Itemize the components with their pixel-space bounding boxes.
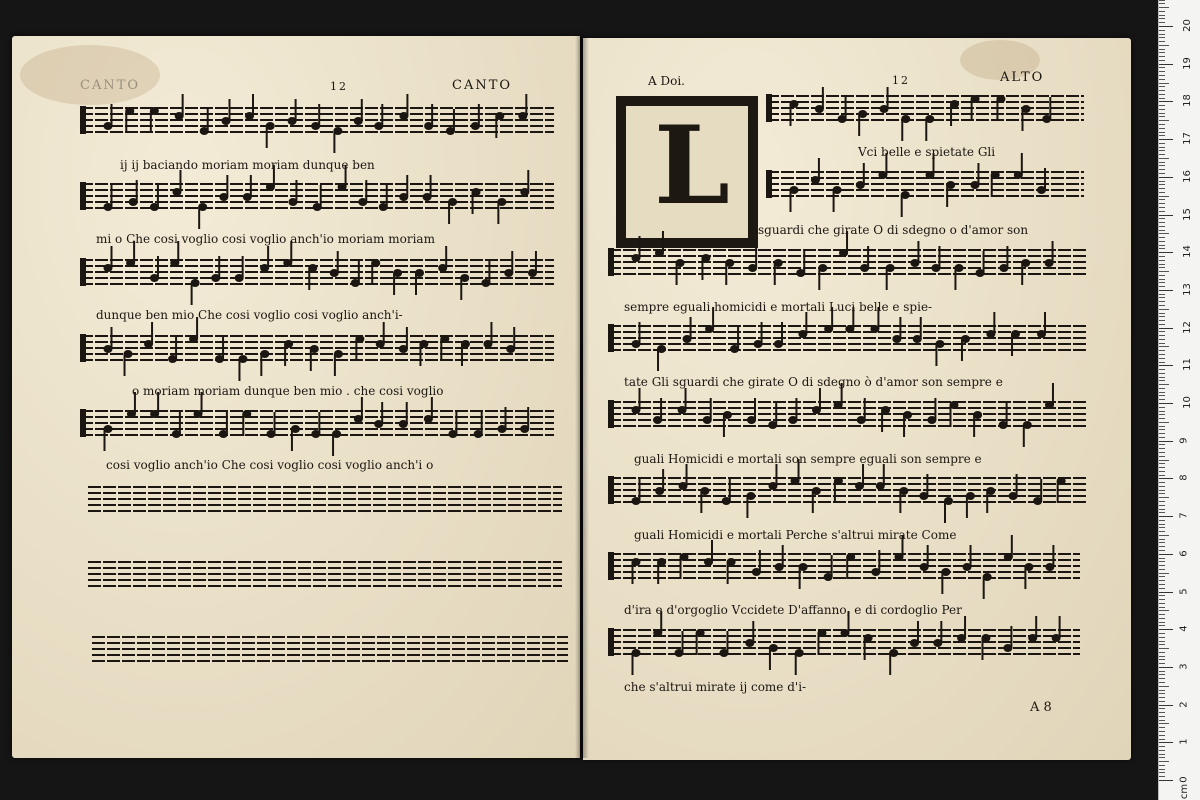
right-part-name: ALTO (1000, 70, 1045, 85)
ruler-minor-tick (1159, 652, 1165, 653)
ruler-minor-tick (1159, 769, 1165, 770)
clef-mark (80, 258, 86, 286)
ruler-minor-tick (1159, 644, 1165, 645)
ruler-tick (1159, 667, 1173, 668)
ruler-minor-tick (1159, 565, 1165, 566)
ruler-label: 19 (1181, 56, 1193, 70)
ruler-minor-tick (1159, 452, 1165, 453)
ruler-minor-tick (1159, 663, 1165, 664)
ruler-minor-tick (1159, 671, 1165, 672)
ruler-label: 2 (1178, 700, 1190, 708)
clef-mark (608, 248, 614, 276)
ruler-label: 6 (1178, 550, 1190, 557)
ruler-tick (1159, 139, 1173, 140)
ruler-minor-tick (1159, 354, 1165, 355)
ruler-minor-tick (1159, 233, 1169, 234)
ruler-minor-tick (1159, 324, 1165, 325)
ruler-minor-tick (1159, 124, 1165, 125)
ruler-minor-tick (1159, 169, 1165, 170)
ruler-tick (1159, 478, 1173, 479)
ruler-label: 5 (1178, 587, 1190, 595)
ruler-minor-tick (1159, 723, 1169, 724)
ruler-label: 8 (1178, 474, 1190, 482)
ruler-minor-tick (1159, 135, 1165, 136)
ruler-minor-tick (1159, 316, 1165, 317)
ruler-minor-tick (1159, 735, 1165, 736)
ruler-minor-tick (1159, 765, 1165, 766)
ruler-tick (1159, 26, 1173, 27)
ruler-minor-tick (1159, 512, 1165, 513)
ruler-minor-tick (1159, 199, 1165, 200)
ruler-minor-tick (1159, 60, 1165, 61)
ruler-minor-tick (1159, 105, 1165, 106)
right-voicing-label: A Doi. (648, 74, 685, 88)
ruler-minor-tick (1159, 433, 1165, 434)
ruler-minor-tick (1159, 656, 1165, 657)
ruler-minor-tick (1159, 297, 1165, 298)
clef-mark (608, 400, 614, 428)
ruler-minor-tick (1159, 313, 1165, 314)
ruler-minor-tick (1159, 218, 1165, 219)
clef-mark (608, 628, 614, 656)
ruler-minor-tick (1159, 165, 1165, 166)
ruler-minor-tick (1159, 603, 1165, 604)
ruler-minor-tick (1159, 256, 1165, 257)
ruler-minor-tick (1159, 211, 1165, 212)
ruler-minor-tick (1159, 460, 1169, 461)
right-page-number: 12 (892, 74, 910, 87)
ruler-minor-tick (1159, 162, 1165, 163)
ruler-tick (1159, 554, 1173, 555)
ruler-label: 14 (1181, 245, 1193, 259)
ruler-minor-tick (1159, 203, 1165, 204)
ruler-minor-tick (1159, 535, 1169, 536)
clef-mark (80, 409, 86, 437)
ruler-minor-tick (1159, 309, 1169, 310)
lyric-line: ij ij baciando moriam moriam dunque ben (120, 158, 375, 172)
ruler-minor-tick (1159, 90, 1165, 91)
ruler-minor-tick (1159, 260, 1165, 261)
ruler-minor-tick (1159, 395, 1165, 396)
lyric-line: tate Gli sguardi che girate O di sdegno ò d'amor son sempre e (624, 375, 1003, 389)
ruler-minor-tick (1159, 761, 1169, 762)
ruler-tick (1159, 780, 1173, 781)
ruler-minor-tick (1159, 633, 1165, 634)
ruler-tick (1159, 215, 1173, 216)
ruler-minor-tick (1159, 147, 1165, 148)
ruler-minor-tick (1159, 467, 1165, 468)
left-header-ghost: CANTO (80, 78, 141, 93)
ruler-minor-tick (1159, 301, 1165, 302)
ruler-minor-tick (1159, 542, 1165, 543)
ruler-minor-tick (1159, 196, 1169, 197)
ruler-label: 1 (1178, 738, 1190, 745)
ruler-minor-tick (1159, 539, 1165, 540)
ruler-minor-tick (1159, 739, 1165, 740)
ruler-minor-tick (1159, 448, 1165, 449)
ruler-minor-tick (1159, 207, 1165, 208)
ruler-minor-tick (1159, 22, 1165, 23)
ruler-minor-tick (1159, 610, 1169, 611)
ruler-minor-tick (1159, 754, 1165, 755)
lyric-line: che s'altrui mirate ij come d'i- (624, 680, 807, 694)
ruler-minor-tick (1159, 67, 1165, 68)
ruler-minor-tick (1159, 716, 1165, 717)
ruler-minor-tick (1159, 648, 1169, 649)
ruler-minor-tick (1159, 697, 1165, 698)
lyric-line: cosi voglio anch'io Che cosi voglio cosi voglio anch'i o (106, 458, 434, 472)
ruler-minor-tick (1159, 248, 1165, 249)
ruler-minor-tick (1159, 757, 1165, 758)
ruler-minor-tick (1159, 271, 1169, 272)
ruler-minor-tick (1159, 482, 1165, 483)
ruler-label: 13 (1181, 283, 1193, 296)
ruler-minor-tick (1159, 614, 1165, 615)
ruler-minor-tick (1159, 45, 1169, 46)
ruler-minor-tick (1159, 181, 1165, 182)
ruler-minor-tick (1159, 411, 1165, 412)
ruler-minor-tick (1159, 463, 1165, 464)
ruler-tick (1159, 516, 1173, 517)
lyric-line: d'ira e d'orgoglio Vccidete D'affanno, e di cordoglio Per (624, 603, 962, 617)
ruler-tick (1159, 101, 1173, 102)
ruler-tick (1159, 441, 1173, 442)
ruler-minor-tick (1159, 399, 1165, 400)
ruler-minor-tick (1159, 674, 1165, 675)
ruler-minor-tick (1159, 279, 1165, 280)
lyric-line: Vci belle e spietate Gli (858, 145, 996, 159)
ruler-minor-tick (1159, 546, 1165, 547)
ruler-label: 7 (1178, 512, 1190, 519)
ruler-minor-tick (1159, 731, 1165, 732)
ruler-minor-tick (1159, 622, 1165, 623)
ruler-minor-tick (1159, 294, 1165, 295)
ruler-tick (1159, 742, 1173, 743)
ruler-minor-tick (1159, 305, 1165, 306)
ruler-minor-tick (1159, 569, 1165, 570)
ruler-label: 20 (1181, 19, 1193, 32)
ruler-minor-tick (1159, 475, 1165, 476)
ruler-minor-tick (1159, 750, 1165, 751)
ruler-minor-tick (1159, 150, 1165, 151)
ruler-tick (1159, 365, 1173, 366)
ruler-minor-tick (1159, 230, 1165, 231)
ruler-minor-tick (1159, 490, 1165, 491)
ruler-tick (1159, 252, 1173, 253)
ruler-label: 15 (1181, 207, 1193, 221)
ruler-minor-tick (1159, 373, 1165, 374)
ruler-minor-tick (1159, 286, 1165, 287)
left-part-name: CANTO (452, 78, 513, 93)
ruler-minor-tick (1159, 595, 1165, 596)
ruler-minor-tick (1159, 226, 1165, 227)
ruler-minor-tick (1159, 56, 1165, 57)
ruler-minor-tick (1159, 331, 1165, 332)
ruler-minor-tick (1159, 237, 1165, 238)
lyric-line: sempre eguali homicidi e mortali Luci belle e spie- (624, 300, 933, 314)
ruler-minor-tick (1159, 712, 1165, 713)
ruler-minor-tick (1159, 426, 1165, 427)
ruler-minor-tick (1159, 369, 1165, 370)
ruler-minor-tick (1159, 98, 1165, 99)
ruler-minor-tick (1159, 113, 1165, 114)
ruler-minor-tick (1159, 444, 1165, 445)
ruler-minor-tick (1159, 192, 1165, 193)
clef-mark (80, 106, 86, 134)
ruler-unit: cm (1179, 783, 1191, 800)
clef-mark (608, 324, 614, 352)
ruler-minor-tick (1159, 83, 1169, 84)
ruler-minor-tick (1159, 641, 1165, 642)
ruler-minor-tick (1159, 222, 1165, 223)
signature-mark: A 8 (1030, 700, 1052, 715)
ruler-minor-tick (1159, 11, 1165, 12)
ruler-minor-tick (1159, 94, 1165, 95)
ruler-minor-tick (1159, 75, 1165, 76)
ruler-minor-tick (1159, 335, 1165, 336)
ruler-minor-tick (1159, 727, 1165, 728)
ruler-minor-tick (1159, 132, 1165, 133)
ruler-minor-tick (1159, 0, 1165, 1)
ruler-minor-tick (1159, 501, 1165, 502)
ruler-minor-tick (1159, 497, 1169, 498)
ruler-minor-tick (1159, 418, 1165, 419)
ruler-minor-tick (1159, 509, 1165, 510)
ruler-minor-tick (1159, 720, 1165, 721)
ruler-minor-tick (1159, 37, 1165, 38)
ruler-label: 3 (1178, 663, 1190, 670)
lyric-line: mi o Che cosi voglio cosi voglio anch'io moriam moriam (96, 232, 435, 246)
ruler-tick (1159, 328, 1173, 329)
ruler-minor-tick (1159, 7, 1169, 8)
ruler-minor-tick (1159, 264, 1165, 265)
ruler-minor-tick (1159, 362, 1165, 363)
ruler-minor-tick (1159, 558, 1165, 559)
clef-mark (608, 552, 614, 580)
ruler-minor-tick (1159, 154, 1165, 155)
ruler-minor-tick (1159, 637, 1165, 638)
ruler-minor-tick (1159, 580, 1165, 581)
lyric-line: o moriam moriam dunque ben mio . che cosi voglio (132, 384, 444, 398)
ruler-minor-tick (1159, 275, 1165, 276)
ruler-tick (1159, 403, 1173, 404)
ruler-minor-tick (1159, 659, 1165, 660)
ruler-minor-tick (1159, 686, 1169, 687)
ruler-tick (1159, 290, 1173, 291)
clef-mark (80, 334, 86, 362)
ruler-minor-tick (1159, 116, 1165, 117)
ruler-label: 9 (1178, 437, 1190, 444)
ruler-minor-tick (1159, 320, 1165, 321)
ruler-minor-tick (1159, 188, 1165, 189)
ruler-minor-tick (1159, 52, 1165, 53)
ruler-minor-tick (1159, 561, 1165, 562)
ruler-tick (1159, 629, 1173, 630)
clef-mark (608, 476, 614, 504)
ruler-tick (1159, 177, 1173, 178)
ruler-minor-tick (1159, 678, 1165, 679)
clef-mark (766, 170, 772, 198)
ruler-minor-tick (1159, 158, 1169, 159)
ruler-minor-tick (1159, 41, 1165, 42)
ruler-minor-tick (1159, 128, 1165, 129)
ruler-minor-tick (1159, 343, 1165, 344)
lyric-line: dunque ben mio Che cosi voglio cosi voglio anch'i- (96, 308, 403, 322)
ruler-minor-tick (1159, 531, 1165, 532)
ruler-minor-tick (1159, 776, 1165, 777)
clef-mark (766, 94, 772, 122)
ruler-minor-tick (1159, 358, 1165, 359)
ruler-minor-tick (1159, 486, 1165, 487)
ruler-minor-tick (1159, 573, 1169, 574)
ruler-minor-tick (1159, 384, 1169, 385)
ruler-minor-tick (1159, 422, 1169, 423)
ruler-tick (1159, 64, 1173, 65)
ruler-minor-tick (1159, 682, 1165, 683)
ruler-minor-tick (1159, 18, 1165, 19)
ruler-label: 11 (1181, 358, 1193, 372)
ruler-minor-tick (1159, 505, 1165, 506)
ruler-minor-tick (1159, 282, 1165, 283)
ruler-minor-tick (1159, 388, 1165, 389)
ruler-minor-tick (1159, 120, 1169, 121)
ruler-minor-tick (1159, 377, 1165, 378)
ruler-label: 0 (1178, 776, 1190, 783)
ruler-minor-tick (1159, 550, 1165, 551)
ruler-label: 16 (1181, 169, 1193, 183)
ruler-label: 17 (1181, 132, 1193, 145)
ruler-minor-tick (1159, 392, 1165, 393)
ruler-minor-tick (1159, 471, 1165, 472)
ruler-minor-tick (1159, 15, 1165, 16)
ruler-label: 18 (1181, 94, 1193, 108)
ruler-minor-tick (1159, 30, 1165, 31)
ruler-minor-tick (1159, 701, 1165, 702)
lyric-line: guali Homicidi e mortali son sempre eguali son sempre e (634, 452, 982, 466)
ruler-minor-tick (1159, 380, 1165, 381)
left-page-number: 12 (330, 80, 348, 93)
ruler-tick (1159, 592, 1173, 593)
ruler-label: 12 (1181, 320, 1193, 334)
ruler-minor-tick (1159, 527, 1165, 528)
lyric-line: guali Homicidi e mortali Perche s'altrui mirate Come (634, 528, 957, 542)
ruler-minor-tick (1159, 267, 1165, 268)
ruler-minor-tick (1159, 708, 1165, 709)
ruler-minor-tick (1159, 350, 1165, 351)
ruler-label: 10 (1181, 396, 1193, 409)
ruler-minor-tick (1159, 184, 1165, 185)
ruler-minor-tick (1159, 173, 1165, 174)
ruler-minor-tick (1159, 245, 1165, 246)
ruler-minor-tick (1159, 241, 1165, 242)
ruler-minor-tick (1159, 34, 1165, 35)
ruler-minor-tick (1159, 690, 1165, 691)
ruler-minor-tick (1159, 576, 1165, 577)
initial-letter: L (654, 103, 730, 229)
ruler-minor-tick (1159, 414, 1165, 415)
ruler-tick (1159, 705, 1173, 706)
ruler-minor-tick (1159, 618, 1165, 619)
ruler-minor-tick (1159, 407, 1165, 408)
ruler-minor-tick (1159, 493, 1165, 494)
ruler-minor-tick (1159, 71, 1165, 72)
ruler-minor-tick (1159, 607, 1165, 608)
ruler-minor-tick (1159, 584, 1165, 585)
ruler-minor-tick (1159, 109, 1165, 110)
ruler-minor-tick (1159, 772, 1165, 773)
ruler-minor-tick (1159, 86, 1165, 87)
ruler-minor-tick (1159, 588, 1165, 589)
ruler-minor-tick (1159, 599, 1165, 600)
clef-mark (80, 182, 86, 210)
ruler-minor-tick (1159, 429, 1165, 430)
ruler-minor-tick (1159, 346, 1169, 347)
ruler-minor-tick (1159, 625, 1165, 626)
ruler-minor-tick (1159, 143, 1165, 144)
ruler-label: 4 (1178, 625, 1190, 632)
lyric-line: sguardi che girate O di sdegno o d'amor son (758, 223, 1029, 237)
ruler-minor-tick (1159, 456, 1165, 457)
ruler-minor-tick (1159, 693, 1165, 694)
ruler-minor-tick (1159, 3, 1165, 4)
ruler-minor-tick (1159, 437, 1165, 438)
ruler-minor-tick (1159, 524, 1165, 525)
ruler-minor-tick (1159, 79, 1165, 80)
measuring-ruler (1158, 0, 1200, 800)
ruler-minor-tick (1159, 746, 1165, 747)
ruler-minor-tick (1159, 49, 1165, 50)
ruler-minor-tick (1159, 520, 1165, 521)
ruler-minor-tick (1159, 339, 1165, 340)
